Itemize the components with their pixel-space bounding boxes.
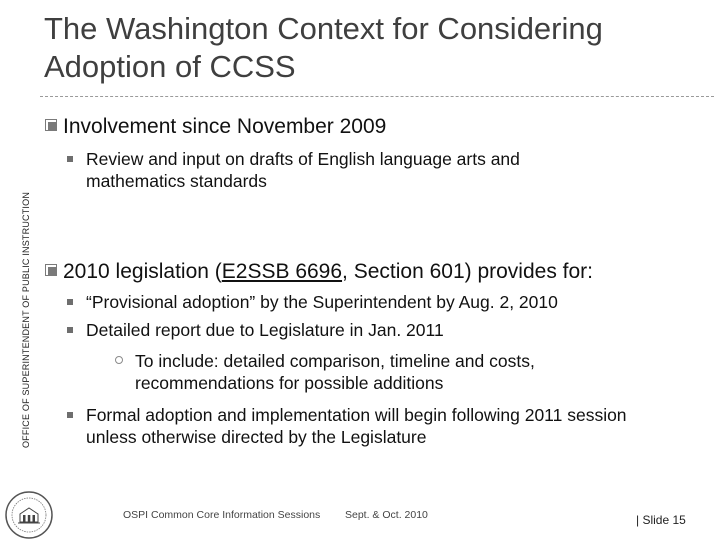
sub-bullet-review bbox=[86, 148, 596, 192]
circle-bullet-icon bbox=[115, 356, 123, 364]
sub-bullet-review-text: Review and input on drafts of English language arts and mathematics standards bbox=[86, 149, 520, 191]
slide-number: | Slide 15 bbox=[636, 513, 686, 527]
sub-bullet-provisional bbox=[86, 291, 686, 313]
sub-bullet-provisional-text: “Provisional adoption” by the Superintendent by Aug. 2, 2010 bbox=[86, 292, 558, 312]
title-divider bbox=[40, 96, 714, 97]
sub-bullet-formal bbox=[86, 404, 646, 448]
bullet-involvement bbox=[63, 115, 663, 139]
sub-bullet-report-text: Detailed report due to Legislature in Jan. 2011 bbox=[86, 320, 444, 340]
bullet-legislation bbox=[63, 260, 703, 284]
footer-session-name: OSPI Common Core Information Sessions bbox=[123, 509, 321, 521]
sub-bullet-report bbox=[86, 319, 686, 341]
legislation-text-after: , Section 601) provides for: bbox=[342, 260, 594, 283]
footer-date: Sept. & Oct. 2010 bbox=[345, 509, 428, 521]
sub-bullet-formal-text: Formal adoption and implementation will begin following 2011 session unless otherwise directed by the Legislature bbox=[86, 405, 627, 447]
slide-title: The Washington Context for Considering Adoption of CCSS bbox=[44, 11, 603, 84]
square-bullet-icon bbox=[67, 412, 73, 418]
square-bullet-icon bbox=[67, 327, 73, 333]
sidebar-label bbox=[18, 170, 34, 470]
square-bullet-icon bbox=[67, 299, 73, 305]
checkbox-bullet-icon bbox=[45, 264, 57, 276]
sub-sub-bullet-include-text: To include: detailed comparison, timeline and costs, recommendations for possible additions bbox=[135, 351, 535, 393]
checkbox-bullet-icon bbox=[45, 119, 57, 131]
sidebar-text: OFFICE OF SUPERINTENDENT OF PUBLIC INSTRUCTION bbox=[21, 191, 31, 449]
e2ssb-link[interactable]: E2SSB 6696 bbox=[221, 260, 343, 283]
ospi-seal-logo bbox=[4, 490, 54, 540]
legislation-text-before: 2010 legislation ( bbox=[63, 260, 222, 283]
bullet-involvement-text: Involvement since November 2009 bbox=[63, 115, 387, 138]
sub-sub-bullet-include bbox=[135, 350, 595, 394]
square-bullet-icon bbox=[67, 156, 73, 162]
